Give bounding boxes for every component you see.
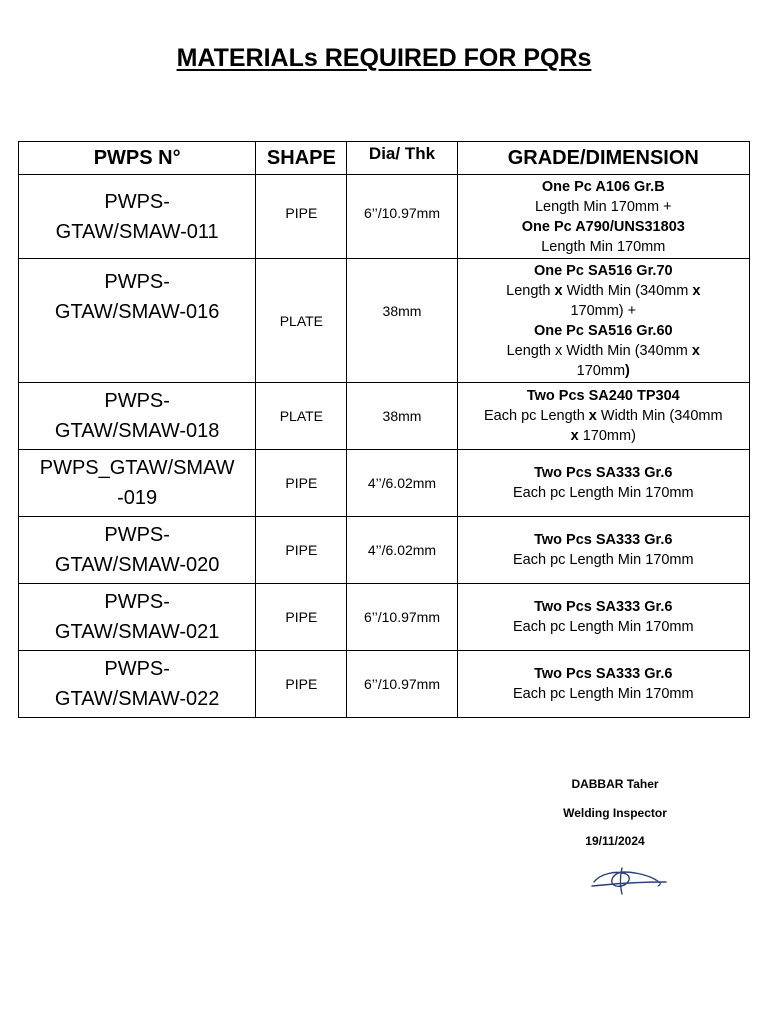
grade-cell	[457, 383, 749, 450]
pwps-cell	[19, 259, 256, 383]
pwps-cell	[19, 517, 256, 584]
pwps-cell	[19, 450, 256, 517]
shape-cell: PIPE	[256, 517, 347, 584]
header-pwps: PWPS N°	[19, 142, 256, 175]
header-grade-dimension: GRADE/DIMENSION	[457, 142, 749, 175]
grade-line: Two Pcs SA333 Gr.6	[534, 599, 673, 615]
pwps-line-1: PWPS-	[104, 658, 170, 680]
grade-cell	[457, 651, 749, 718]
grade-line: Each pc Length Min 170mm	[513, 552, 694, 568]
pwps-line-2: GTAW/SMAW-011	[55, 220, 219, 243]
shape-cell: PIPE	[256, 450, 347, 517]
grade-line: One Pc SA516 Gr.70	[533, 262, 673, 279]
table-row	[19, 383, 750, 450]
pwps-cell	[19, 584, 256, 651]
grade-text: x	[588, 408, 597, 424]
pwps-line-2: GTAW/SMAW-021	[54, 621, 220, 643]
dia-cell: 6’’/10.97mm	[347, 584, 457, 651]
signatory-role: Welding Inspector	[563, 806, 667, 820]
shape-cell: PLATE	[256, 259, 347, 383]
grade-cell	[457, 259, 749, 383]
page-title: MATERIALs REQUIRED FOR PQRs	[176, 44, 592, 72]
signature-date: 19/11/2024	[585, 834, 645, 848]
grade-line: Each pc Length Min 170mm	[513, 619, 694, 635]
pwps-line-2: GTAW/SMAW-016	[54, 301, 220, 323]
grade-line: Two Pcs SA333 Gr.6	[534, 532, 673, 548]
pwps-line-1: PWPS-	[104, 524, 170, 546]
handwritten-signature-icon	[586, 860, 670, 900]
shape-cell: PIPE	[256, 651, 347, 718]
header-dia-thk: Dia/ Thk	[347, 142, 457, 175]
grade-text: x	[692, 282, 701, 299]
grade-text: )	[625, 362, 630, 379]
pwps-line-1: PWPS-	[104, 390, 170, 412]
grade-text: Length	[506, 282, 555, 299]
table-row	[19, 584, 750, 651]
grade-cell	[457, 175, 749, 259]
dia-cell: 6’’/10.97mm	[347, 175, 457, 259]
pwps-line-1: PWPS-	[104, 591, 170, 613]
dia-cell: 38mm	[347, 383, 457, 450]
table-row	[19, 517, 750, 584]
grade-line: One Pc SA516 Gr.60	[533, 322, 673, 339]
grade-line: Each pc Length Min 170mm	[513, 485, 694, 501]
grade-text: x	[570, 428, 579, 444]
table-row	[19, 175, 750, 259]
grade-line: One Pc A790/UNS31803	[521, 218, 685, 235]
grade-cell	[457, 517, 749, 584]
grade-text: Each pc Length	[483, 408, 589, 424]
dia-cell: 6’’/10.97mm	[347, 651, 457, 718]
grade-text: Width Min (340mm	[596, 408, 723, 424]
grade-line: Two Pcs SA333 Gr.6	[534, 465, 673, 481]
grade-cell	[457, 450, 749, 517]
table-row	[19, 259, 750, 383]
header-shape: SHAPE	[256, 142, 347, 175]
grade-text: Width Min (340mm	[562, 282, 693, 299]
shape-cell: PLATE	[256, 383, 347, 450]
grade-line	[462, 406, 745, 426]
grade-line	[462, 361, 745, 381]
grade-text: Length x Width Min (340mm	[506, 342, 692, 359]
pwps-line-1: PWPS-	[104, 271, 170, 293]
pwps-cell	[19, 175, 256, 259]
grade-line	[462, 281, 745, 301]
pwps-line-2: -019	[117, 487, 158, 509]
grade-line: 170mm) +	[570, 302, 637, 319]
pwps-line-2: GTAW/SMAW-018	[54, 420, 220, 442]
dia-cell: 4’’/6.02mm	[347, 517, 457, 584]
grade-line	[462, 341, 745, 361]
table-header-row	[19, 142, 750, 175]
grade-cell	[457, 584, 749, 651]
grade-line: One Pc A106 Gr.B	[541, 178, 665, 195]
dia-cell: 38mm	[347, 259, 457, 383]
table-row	[19, 651, 750, 718]
grade-line	[462, 426, 745, 446]
grade-line: Two Pcs SA240 TP304	[526, 388, 680, 404]
signatory-name: DABBAR Taher	[571, 777, 659, 791]
grade-text: 170mm	[576, 362, 626, 379]
grade-line: Two Pcs SA333 Gr.6	[534, 666, 673, 682]
dia-cell: 4’’/6.02mm	[347, 450, 457, 517]
grade-line: Length Min 170mm	[541, 238, 666, 255]
grade-text: x	[554, 282, 563, 299]
shape-cell: PIPE	[256, 175, 347, 259]
shape-cell: PIPE	[256, 584, 347, 651]
grade-line: Each pc Length Min 170mm	[513, 686, 694, 702]
pwps-cell	[19, 651, 256, 718]
pwps-line-2: GTAW/SMAW-022	[54, 688, 220, 710]
pwps-cell	[19, 383, 256, 450]
pwps-line-1: PWPS-	[104, 190, 170, 213]
pwps-line-2: GTAW/SMAW-020	[54, 554, 220, 576]
grade-line: Length Min 170mm +	[534, 198, 672, 215]
table-row	[19, 450, 750, 517]
grade-text: 170mm)	[578, 428, 636, 444]
pwps-line-1: PWPS_GTAW/SMAW	[39, 457, 235, 479]
materials-table	[18, 141, 750, 718]
grade-text: x	[691, 342, 700, 359]
